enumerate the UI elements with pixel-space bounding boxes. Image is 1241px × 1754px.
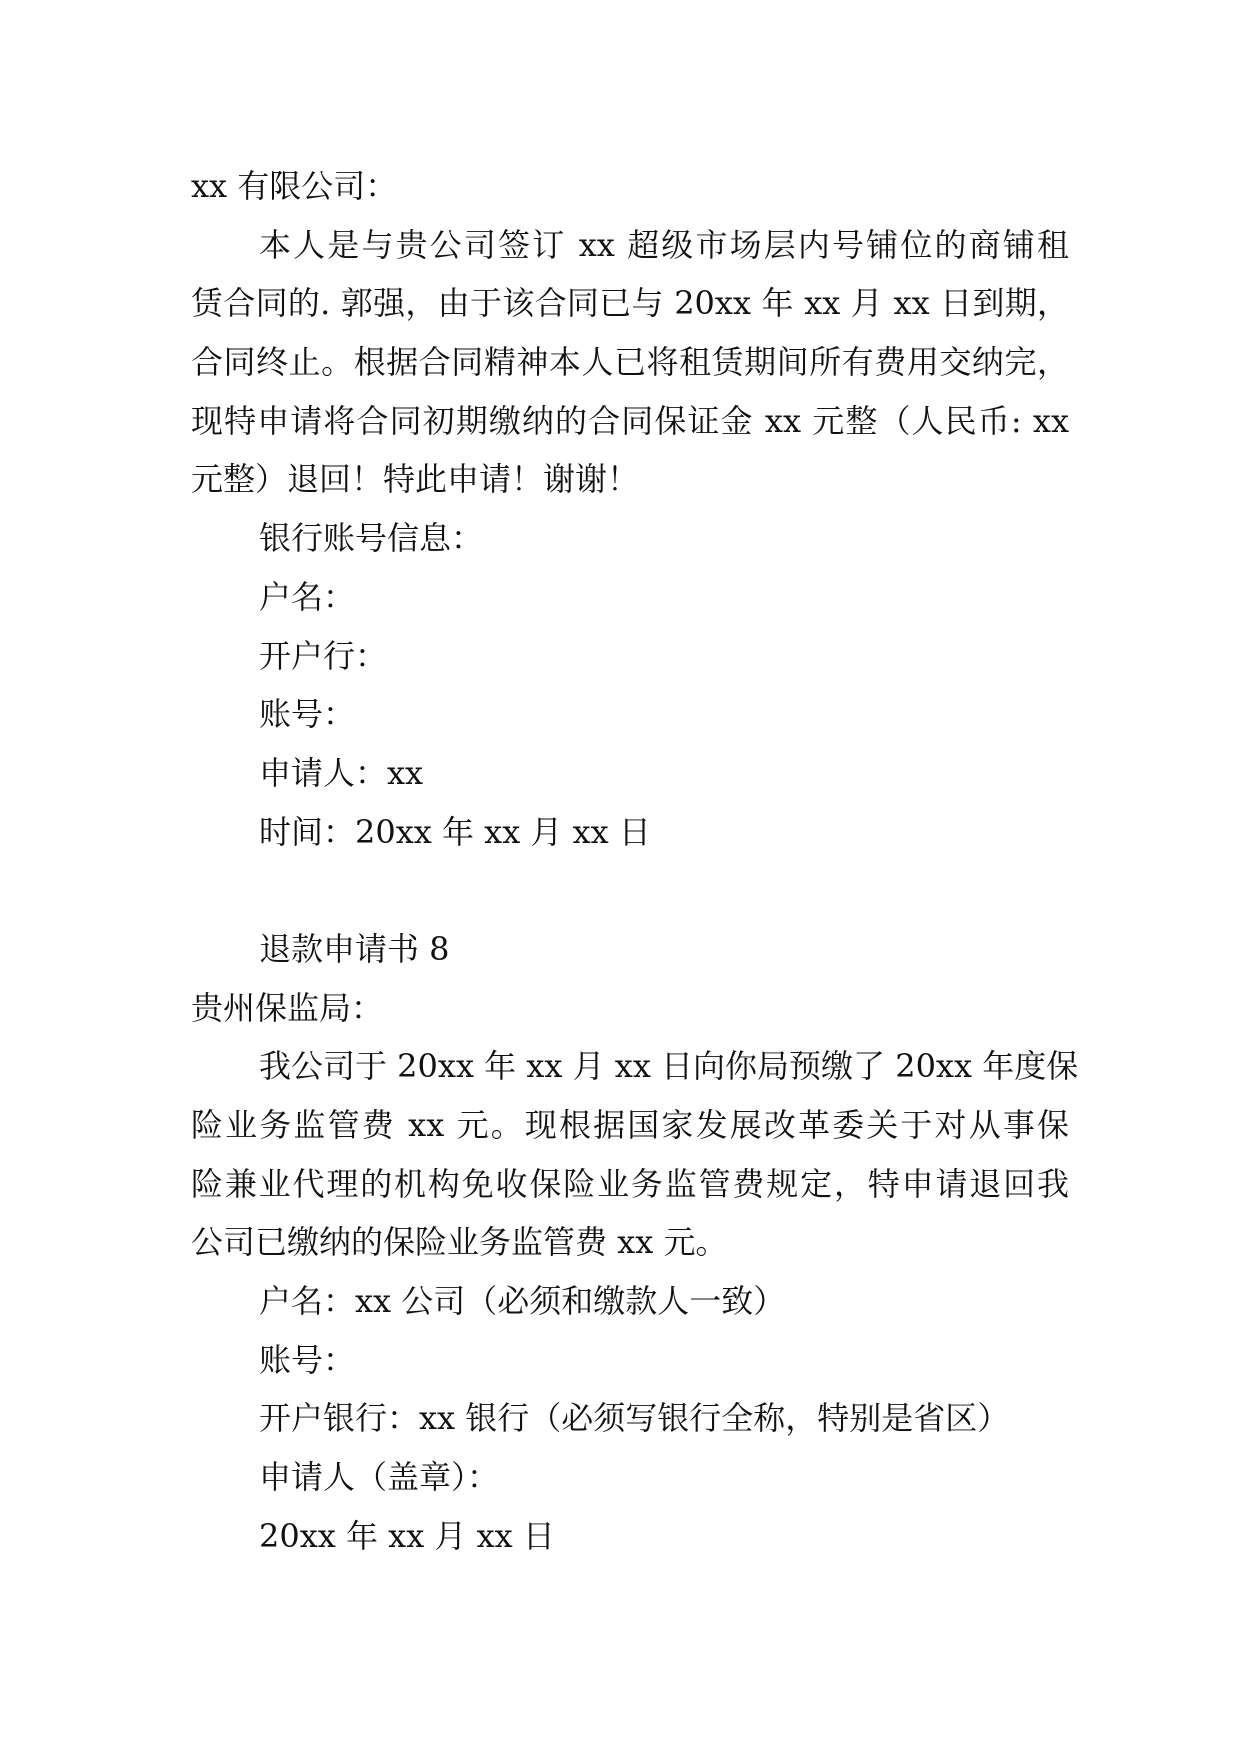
letter1-body-line: 现特申请将合同初期缴纳的合同保证金 xx 元整（人民币: xx	[191, 401, 1069, 440]
letter2-body-line: 险业务监管费 xx 元。现根据国家发展改革委关于对从事保	[191, 1106, 1069, 1144]
letter1-account-name: 户名：	[259, 577, 356, 616]
document-body	[191, 157, 1079, 1566]
letter2-body-line: 险兼业代理的机构免收保险业务监管费规定，特申请退回我	[191, 1164, 1069, 1203]
letter1-body-line: 赁合同的. 郭强，由于该合同已与 20xx 年 xx 月 xx 日到期，	[191, 284, 1069, 323]
letter1-salutation: xx 有限公司：	[191, 167, 398, 205]
letter1-body-line: 本人是与贵公司签订 xx 超级市场层内号铺位的商铺租	[259, 225, 1069, 264]
letter2-account-name: 户名：xx 公司（必须和缴款人一致）	[259, 1282, 786, 1321]
letter2-body-line: 我公司于 20xx 年 xx 月 xx 日向你局预缴了 20xx 年度保	[259, 1047, 1079, 1086]
letter1-date: 时间：20xx 年 xx 月 xx 日	[259, 812, 651, 851]
letter2-title: 退款申请书 8	[259, 929, 450, 968]
letter1-body-line: 合同终止。根据合同精神本人已将租赁期间所有费用交纳完，	[191, 343, 1069, 382]
letter1-body-line: 元整）退回！特此申请！谢谢！	[191, 460, 640, 499]
letter2-date: 20xx 年 xx 月 xx 日	[259, 1516, 555, 1555]
letter1-bank: 开户行：	[259, 636, 388, 675]
letter2-account-number: 账号：	[259, 1340, 356, 1379]
section-spacer	[191, 861, 1069, 920]
letter2-salutation: 贵州保监局：	[191, 988, 384, 1027]
letter2-applicant: 申请人（盖章）：	[259, 1458, 500, 1497]
letter1-account-number: 账号：	[259, 695, 356, 734]
letter2-bank: 开户银行：xx 银行（必须写银行全称，特别是省区）	[259, 1399, 1010, 1438]
letter2-body-line: 公司已缴纳的保险业务监管费 xx 元。	[191, 1223, 728, 1262]
letter1-applicant: 申请人：xx	[259, 753, 424, 792]
letter1-bank-info-heading: 银行账号信息：	[259, 519, 484, 558]
